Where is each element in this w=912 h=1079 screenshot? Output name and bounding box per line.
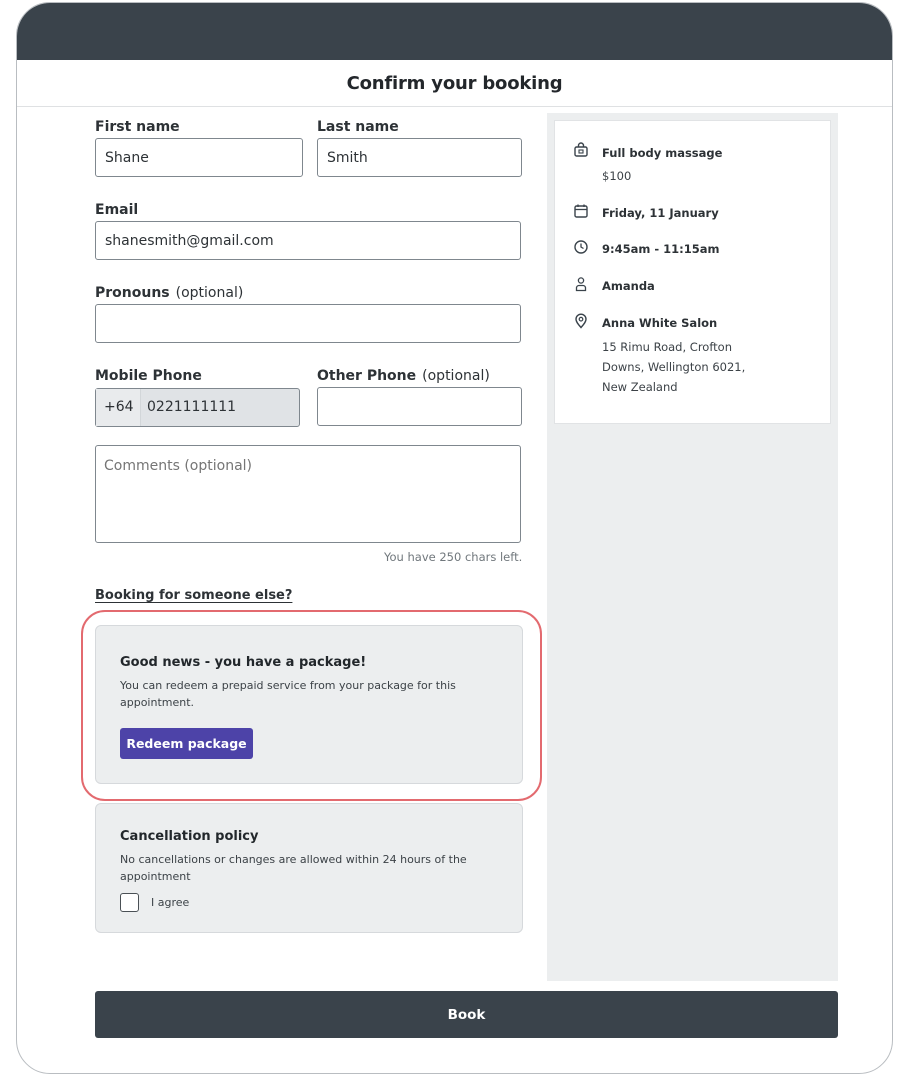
bag-icon [573,142,589,158]
comments-field[interactable] [95,445,521,543]
other-phone-field[interactable] [317,387,522,426]
location-pin-icon [573,313,589,329]
page-title: Confirm your booking [346,73,563,94]
email-label: Email [95,202,139,218]
address-line-2: Downs, Wellington 6021, [602,360,746,374]
top-bar [17,3,892,60]
first-name-label: First name [95,119,180,135]
clock-icon [573,239,589,255]
mobile-phone-number[interactable]: 0221111111 [147,399,237,415]
other-phone-label-text: Other Phone [317,368,417,384]
mobile-phone-label: Mobile Phone [95,368,202,384]
cancellation-title: Cancellation policy [120,829,259,844]
last-name-field[interactable] [317,138,522,177]
pronouns-field[interactable] [95,304,521,343]
first-name-field[interactable] [95,138,303,177]
redeem-package-button[interactable]: Redeem package [120,728,253,759]
service-name: Full body massage [602,146,723,160]
address-line-1: 15 Rimu Road, Crofton [602,340,733,354]
person-icon [573,276,589,292]
pronouns-label [95,285,243,301]
agree-label: I agree [151,896,190,909]
last-name-label: Last name [317,119,399,135]
agree-checkbox[interactable] [120,893,139,912]
mobile-phone-field[interactable] [95,388,300,427]
package-text: You can redeem a prepaid service from your package for this appointment. [120,679,456,709]
other-phone-label [317,368,490,384]
cancellation-text: No cancellations or changes are allowed within 24 hours of the appointment [120,853,467,883]
address-line-3: New Zealand [602,380,678,394]
email-field[interactable] [95,221,521,260]
package-title: Good news - you have a package! [120,655,367,670]
service-price: $100 [602,169,632,183]
page-header [17,60,892,107]
package-card [95,625,523,784]
booking-for-someone-else-link[interactable]: Booking for someone else? [95,588,293,603]
calendar-icon [573,203,589,219]
booking-date: Friday, 11 January [602,206,719,220]
location-name: Anna White Salon [602,316,718,330]
country-code[interactable]: +64 [96,389,141,426]
pronouns-label-text: Pronouns [95,285,170,301]
pronouns-optional: (optional) [175,285,244,301]
cancellation-card [95,803,523,933]
book-button[interactable]: Book [95,991,838,1038]
staff-name: Amanda [602,279,655,293]
booking-summary [554,120,831,424]
other-phone-optional: (optional) [422,368,490,384]
booking-time: 9:45am - 11:15am [602,242,720,256]
device-frame [16,2,893,1074]
chars-left: You have 250 chars left. [384,550,523,564]
